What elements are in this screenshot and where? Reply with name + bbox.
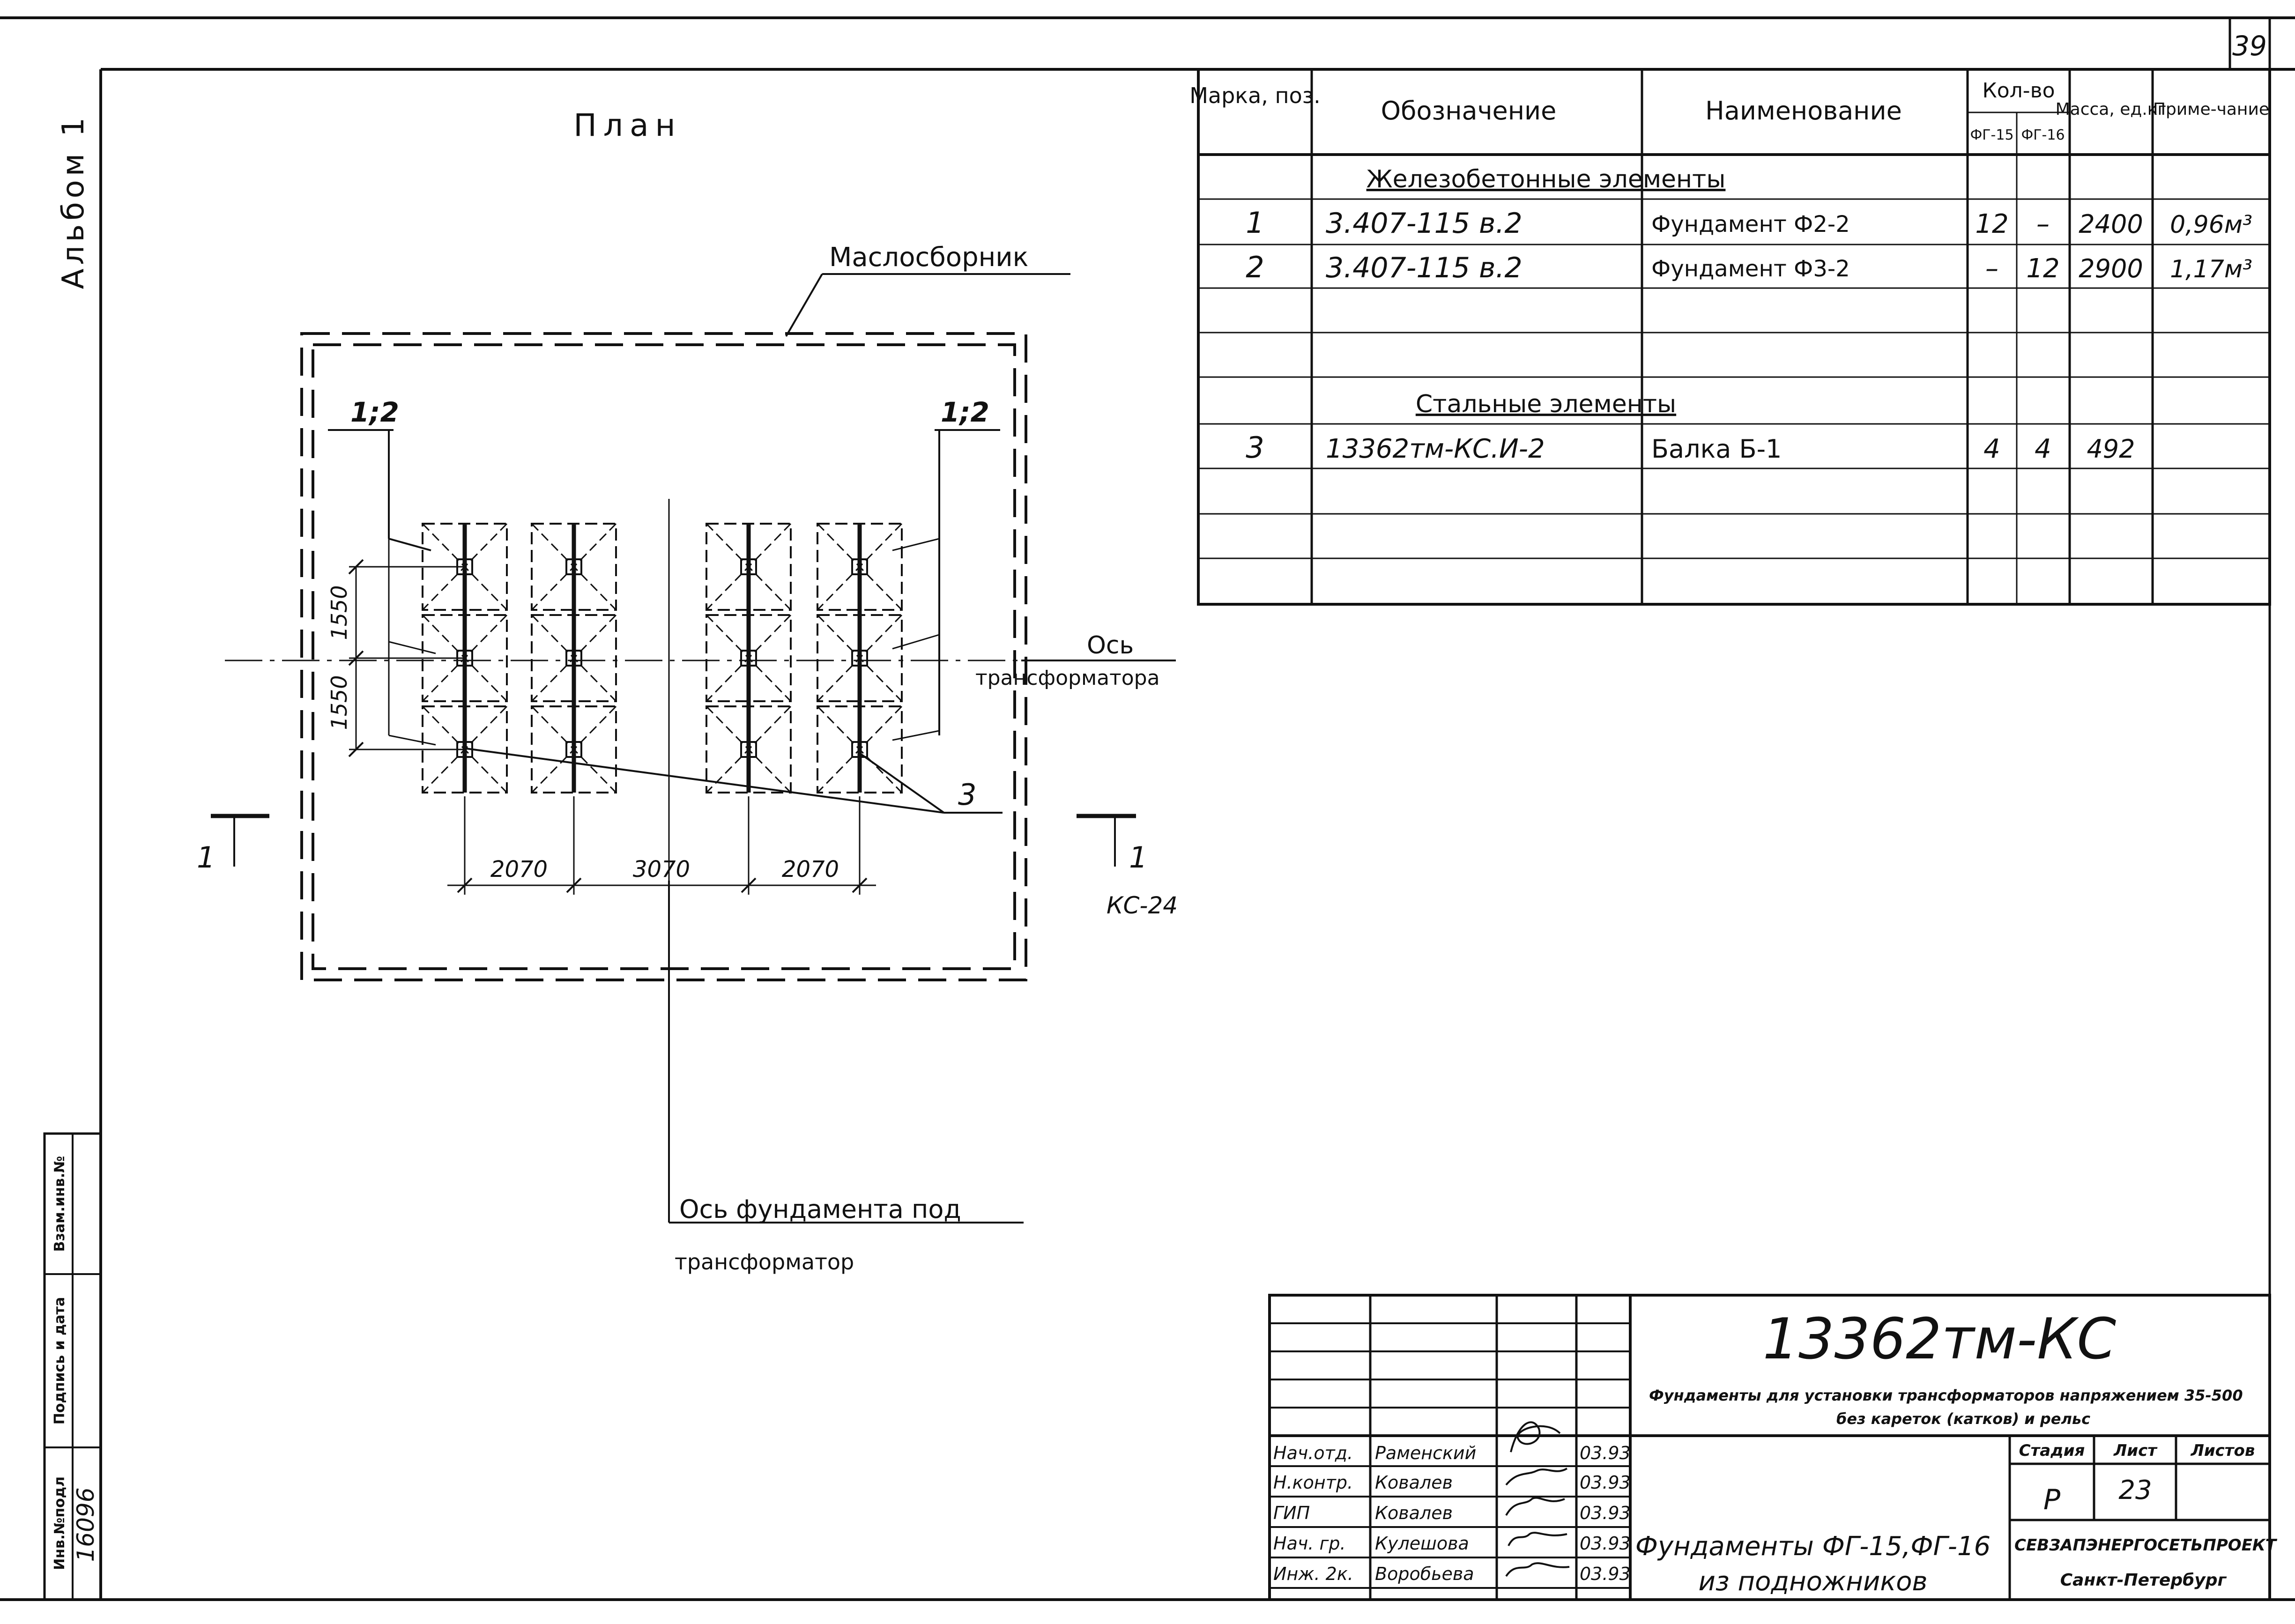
sheets-label: Листов: [2191, 1441, 2255, 1460]
oil-collector-label: Маслосборник: [829, 242, 1029, 273]
plan-title: План: [573, 107, 682, 143]
row1-mass: 2400: [2079, 209, 2143, 239]
callout-3: 3: [958, 778, 977, 812]
strip-col-replace: Взам.инв.№: [52, 1156, 68, 1252]
strip-col-inv: Инв.№подл: [52, 1476, 68, 1570]
signer-4-name: Кулешова: [1375, 1533, 1469, 1554]
row2-note: 1,17м³: [2170, 255, 2252, 283]
row3-fg15: 4: [1983, 434, 2000, 464]
spec-row-3: [1246, 430, 2135, 465]
row2-designation: 3.407-115 в.2: [1326, 252, 1523, 284]
stage-label: Стадия: [2019, 1441, 2085, 1460]
row3-mass: 492: [2087, 434, 2135, 464]
strip-inv-number: 16096: [72, 1487, 99, 1562]
signature-3-icon: [1506, 1498, 1565, 1515]
row2-mark: 2: [1246, 250, 1264, 284]
row1-designation: 3.407-115 в.2: [1326, 207, 1523, 240]
sheet-title-line-1: Фундаменты ФГ-15,ФГ-16: [1635, 1531, 1991, 1562]
row1-name: Фундамент Ф2-2: [1651, 211, 1850, 237]
description-line-1: Фундаменты для установки трансформаторов напряжением 35-500: [1649, 1387, 2243, 1404]
signer-2-name: Ковалев: [1375, 1472, 1453, 1493]
th-qty-fg16: ФГ-16: [2021, 127, 2065, 143]
section-rc: Железобетонные элементы: [1366, 165, 1726, 193]
row3-fg16: 4: [2035, 434, 2051, 464]
signer-1-name: Раменский: [1375, 1443, 1477, 1463]
row1-fg16: –: [2036, 209, 2050, 239]
signer-1-date: 03.93: [1580, 1443, 1631, 1463]
description-line-2: без кареток (катков) и рельс: [1836, 1410, 2091, 1428]
signature-1-icon: [1511, 1422, 1560, 1452]
cut-reference: КС-24: [1107, 892, 1178, 919]
section-mark-right: 1;2: [941, 396, 989, 428]
row1-fg15: 12: [1975, 209, 2009, 239]
th-mark: Марка, поз.: [1189, 83, 1321, 108]
vertical-dimensions: [349, 560, 464, 756]
row2-fg15: –: [1985, 253, 1998, 284]
row2-mass: 2900: [2079, 254, 2143, 283]
row3-designation: 13362тм-КС.И-2: [1326, 434, 1545, 464]
foundation-axis-label-2: трансформатор: [675, 1249, 854, 1275]
row1-note: 0,96м³: [2170, 211, 2252, 239]
spec-row-1: [1246, 206, 2252, 240]
signature-scribbles: [1506, 1422, 1569, 1576]
transformer-axis-label-1: Ось: [1087, 631, 1134, 660]
page-number: 39: [2232, 30, 2267, 62]
dim-bottom-right: 2070: [781, 856, 839, 882]
th-qty: Кол-во: [1982, 79, 2055, 103]
city: Санкт-Петербург: [2060, 1571, 2227, 1590]
document-code: 13362тм-КС: [1762, 1307, 2117, 1372]
signer-1-role: Нач.отд.: [1273, 1443, 1353, 1463]
signature-4-icon: [1508, 1533, 1567, 1546]
signer-5-date: 03.93: [1580, 1564, 1631, 1584]
dim-bottom-mid: 3070: [632, 856, 691, 882]
section-mark-left: 1;2: [350, 396, 399, 428]
dim-vertical-lower: 1550: [327, 675, 352, 730]
foundation-axis-label-1: Ось фундамента под: [679, 1194, 961, 1224]
th-qty-fg15: ФГ-15: [1970, 127, 2014, 143]
sheet-label: Лист: [2114, 1441, 2157, 1460]
oil-collector-outline: [302, 334, 1026, 980]
signer-3-date: 03.93: [1580, 1503, 1631, 1523]
stage-value: Р: [2043, 1483, 2061, 1516]
album-label: Альбом 1: [56, 113, 91, 289]
th-mass: Масса, ед.кг: [2055, 100, 2167, 119]
section-steel: Стальные элементы: [1415, 390, 1677, 418]
dim-vertical-upper: 1550: [327, 585, 352, 640]
row1-mark: 1: [1246, 206, 1264, 240]
signer-4-date: 03.93: [1580, 1533, 1631, 1554]
th-note: Приме-чание: [2153, 100, 2270, 119]
sheet-value: 23: [2118, 1475, 2152, 1505]
strip-col-sign: Подпись и дата: [52, 1297, 68, 1425]
signer-5-name: Воробьева: [1375, 1564, 1474, 1584]
row3-mark: 3: [1246, 430, 1264, 465]
row2-fg16: 12: [2026, 253, 2060, 284]
signature-5-icon: [1506, 1563, 1569, 1576]
signer-3-role: ГИП: [1273, 1503, 1310, 1523]
sheet-title-line-2: из подножников: [1698, 1566, 1928, 1597]
cut-left-number: 1: [197, 840, 215, 875]
th-name: Наименование: [1705, 96, 1902, 126]
th-designation: Обозначение: [1381, 96, 1557, 126]
row3-name: Балка Б-1: [1651, 434, 1782, 464]
signer-2-date: 03.93: [1580, 1472, 1631, 1493]
signer-3-name: Ковалев: [1375, 1503, 1453, 1523]
signer-4-role: Нач. гр.: [1273, 1533, 1346, 1554]
organization: СЕВЗАПЭНЕРГОСЕТЬПРОЕКТ: [2014, 1536, 2276, 1555]
signer-2-role: Н.контр.: [1273, 1472, 1353, 1493]
row2-name: Фундамент Ф3-2: [1651, 256, 1850, 282]
cut-right-number: 1: [1129, 840, 1148, 875]
spec-table-grid: [1198, 69, 2270, 604]
signer-5-role: Инж. 2к.: [1273, 1564, 1353, 1584]
dim-bottom-left: 2070: [490, 856, 548, 882]
transformer-axis-label-2: трансформатора: [975, 666, 1160, 690]
spec-row-2: [1246, 250, 2252, 284]
signature-2-icon: [1506, 1468, 1567, 1485]
